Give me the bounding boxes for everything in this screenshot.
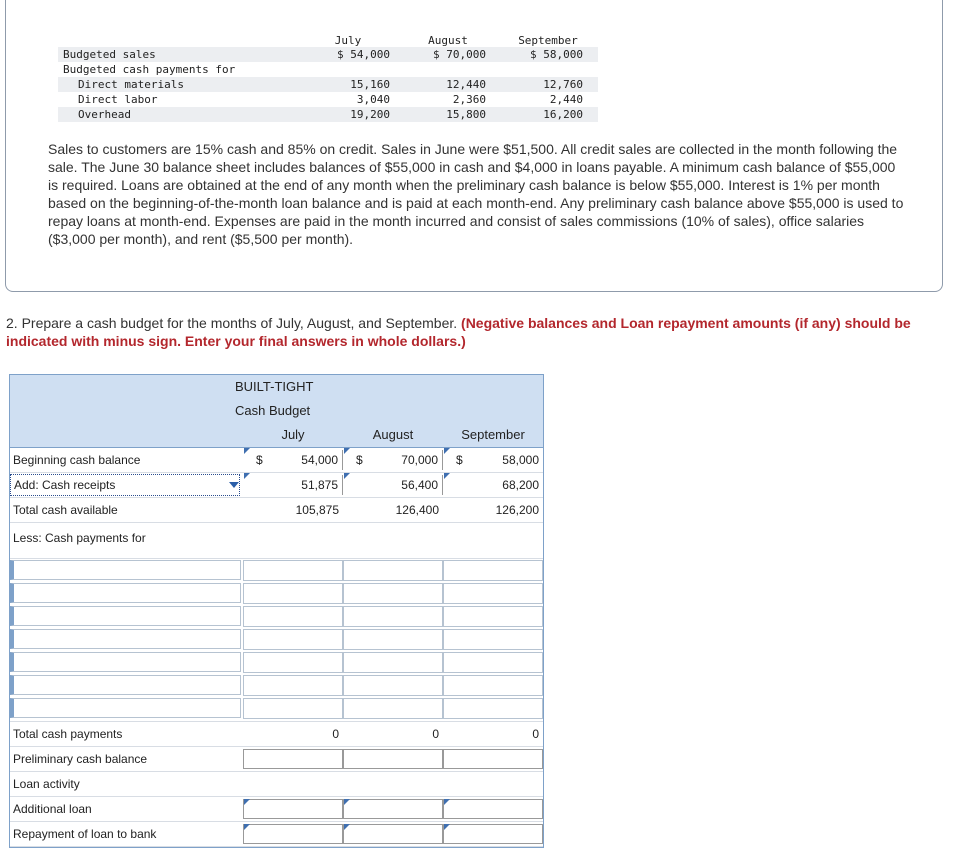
total-available-july: 105,875 (295, 503, 339, 517)
additional-loan-september-input[interactable] (443, 799, 543, 819)
given-sales-august: $ 70,000 (433, 48, 486, 61)
beginning-cash-september: 58,000 (502, 453, 539, 467)
row-cash-receipts (10, 473, 543, 498)
input-flag-icon (244, 824, 250, 830)
payment-label-input[interactable] (10, 698, 241, 718)
payment-july-input[interactable] (243, 698, 343, 719)
given-sales-september: $ 58,000 (530, 48, 583, 61)
given-labor-july: 3,040 (356, 93, 390, 106)
given-labor-september: 2,440 (549, 93, 583, 106)
payment-label-input[interactable] (10, 675, 241, 695)
dollar-sign: $ (456, 453, 463, 467)
given-overhead-august: 15,800 (446, 108, 486, 121)
dollar-sign: $ (256, 453, 263, 467)
input-flag-icon (244, 473, 250, 479)
cash-receipts-july: 51,875 (243, 475, 343, 495)
given-header-august: August (428, 34, 468, 47)
label-payments-header: Less: Cash payments for (13, 531, 146, 545)
beginning-cash-july: 54,000 (243, 450, 343, 470)
total-available-september: 126,200 (495, 503, 539, 517)
input-flag-icon (444, 448, 450, 454)
given-header-september: September (518, 34, 578, 47)
month-header-july: July (281, 427, 305, 442)
row-additional-loan (10, 797, 543, 822)
payment-entry-row (10, 559, 543, 582)
label-additional-loan: Additional loan (13, 802, 92, 816)
payment-entry-row (10, 697, 543, 721)
payment-august-input[interactable] (343, 606, 443, 627)
budget-header (10, 375, 543, 448)
question-instructions: (Negative balances and Loan repayment amounts (if any) should be indicated with minus sign. Enter your final answers in whole dollars.) (6, 315, 911, 349)
given-label-overhead: Overhead (78, 108, 131, 121)
total-payments-september: 0 (532, 727, 539, 741)
payment-july-input[interactable] (243, 560, 343, 581)
given-header-july: July (334, 34, 362, 47)
given-materials-july: 15,160 (350, 78, 390, 91)
additional-loan-august-input[interactable] (343, 799, 443, 819)
input-flag-icon (244, 799, 250, 805)
payment-entry-row (10, 651, 543, 674)
given-label-labor: Direct labor (78, 93, 158, 106)
payment-label-input[interactable] (10, 606, 241, 626)
row-total-payments (10, 721, 543, 747)
dollar-sign: $ (356, 453, 363, 467)
beginning-cash-august: 70,000 (343, 450, 443, 470)
row-loan-repayment (10, 822, 543, 847)
input-flag-icon (344, 448, 350, 454)
cash-receipts-august: 56,400 (343, 475, 443, 495)
payment-entry-row (10, 628, 543, 651)
payment-august-input[interactable] (343, 652, 443, 673)
payment-entry-row (10, 605, 543, 628)
label-loan-repayment: Repayment of loan to bank (13, 827, 157, 841)
total-payments-august: 0 (432, 727, 439, 741)
given-overhead-september: 16,200 (543, 108, 583, 121)
question-text: 2. Prepare a cash budget for the months of July, August, and September. (6, 315, 458, 331)
row-total-available (10, 498, 543, 523)
given-overhead-july: 19,200 (350, 108, 390, 121)
payment-label-input[interactable] (10, 652, 241, 672)
row-loan-activity (10, 772, 543, 797)
row-payments-header (10, 523, 543, 559)
payment-july-input[interactable] (243, 675, 343, 696)
payment-label-input[interactable] (10, 629, 241, 649)
preliminary-july-input[interactable] (243, 749, 343, 769)
given-label-materials: Direct materials (78, 78, 184, 91)
given-materials-august: 12,440 (446, 78, 486, 91)
payment-august-input[interactable] (343, 698, 443, 719)
payment-august-input[interactable] (343, 583, 443, 604)
input-flag-icon (344, 824, 350, 830)
month-header-august: August (372, 427, 414, 442)
company-name: BUILT-TIGHT (235, 379, 314, 394)
input-flag-icon (344, 473, 350, 479)
payment-july-input[interactable] (243, 606, 343, 627)
preliminary-august-input[interactable] (343, 749, 443, 769)
given-label-sales: Budgeted sales (63, 48, 156, 61)
input-flag-icon (444, 799, 450, 805)
repayment-july-input[interactable] (243, 824, 343, 844)
payment-august-input[interactable] (343, 629, 443, 650)
payment-july-input[interactable] (243, 652, 343, 673)
label-preliminary-balance: Preliminary cash balance (13, 752, 148, 766)
payment-september-input[interactable] (443, 560, 543, 581)
payment-august-input[interactable] (343, 675, 443, 696)
preliminary-september-input[interactable] (443, 749, 543, 769)
payment-september-input[interactable] (443, 606, 543, 627)
label-cash-receipts: Add: Cash receipts (14, 478, 116, 492)
payment-entry-row (10, 674, 543, 697)
payment-september-input[interactable] (443, 652, 543, 673)
month-header-september: September (461, 427, 525, 442)
label-beginning-cash: Beginning cash balance (13, 453, 141, 467)
given-materials-september: 12,760 (543, 78, 583, 91)
input-flag-icon (444, 473, 450, 479)
label-total-payments: Total cash payments (13, 727, 123, 741)
payment-july-input[interactable] (243, 629, 343, 650)
problem-narrative: Sales to customers are 15% cash and 85% on credit. Sales in June were $51,500. All credit sales are collected in the month following the sale. The June 30 balance sheet includes balances of $55,000 in cash and $4,000 in loans payable. A minimum cash balance of $55,000 is required. Loans are obtained at the end of any month when the preliminary cash balance is below $55,000. Interest is 1% per month based on the beginning-of-the-month loan balance and is paid at each month-end. Any preliminary cash balance above $55,000 is used to repay loans at month-end. Expenses are paid in the month incurred and consist of sales commissions (10% of sales), office salaries ($3,000 per month), and rent ($5,500 per month). (48, 141, 904, 247)
given-sales-july: $ 54,000 (337, 48, 390, 61)
row-beginning-cash (10, 448, 543, 473)
total-payments-july: 0 (332, 727, 339, 741)
repayment-august-input[interactable] (343, 824, 443, 844)
total-available-august: 126,400 (395, 503, 439, 517)
cash-receipts-september: 68,200 (502, 478, 539, 492)
payment-september-input[interactable] (443, 675, 543, 696)
label-loan-activity: Loan activity (13, 777, 80, 791)
payment-september-input[interactable] (443, 583, 543, 604)
payment-september-input[interactable] (443, 629, 543, 650)
given-label-payments: Budgeted cash payments for (63, 63, 236, 76)
input-flag-icon (444, 824, 450, 830)
given-labor-august: 2,360 (452, 93, 486, 106)
input-flag-icon (244, 448, 250, 454)
payment-entry-row (10, 582, 543, 605)
month-header-row (10, 423, 543, 447)
cash-receipts-dropdown[interactable] (10, 474, 240, 496)
input-flag-icon (344, 799, 350, 805)
payment-label-input[interactable] (10, 583, 241, 603)
payment-august-input[interactable] (343, 560, 443, 581)
budget-title: Cash Budget (235, 403, 311, 418)
additional-loan-july-input[interactable] (243, 799, 343, 819)
cash-budget-table (9, 374, 544, 848)
payment-label-input[interactable] (10, 560, 241, 580)
repayment-september-input[interactable] (443, 824, 543, 844)
row-preliminary-balance (10, 747, 543, 772)
chevron-down-icon (229, 482, 239, 488)
payment-september-input[interactable] (443, 698, 543, 719)
label-total-available: Total cash available (13, 503, 118, 517)
payment-july-input[interactable] (243, 583, 343, 604)
question-prompt (6, 314, 946, 350)
